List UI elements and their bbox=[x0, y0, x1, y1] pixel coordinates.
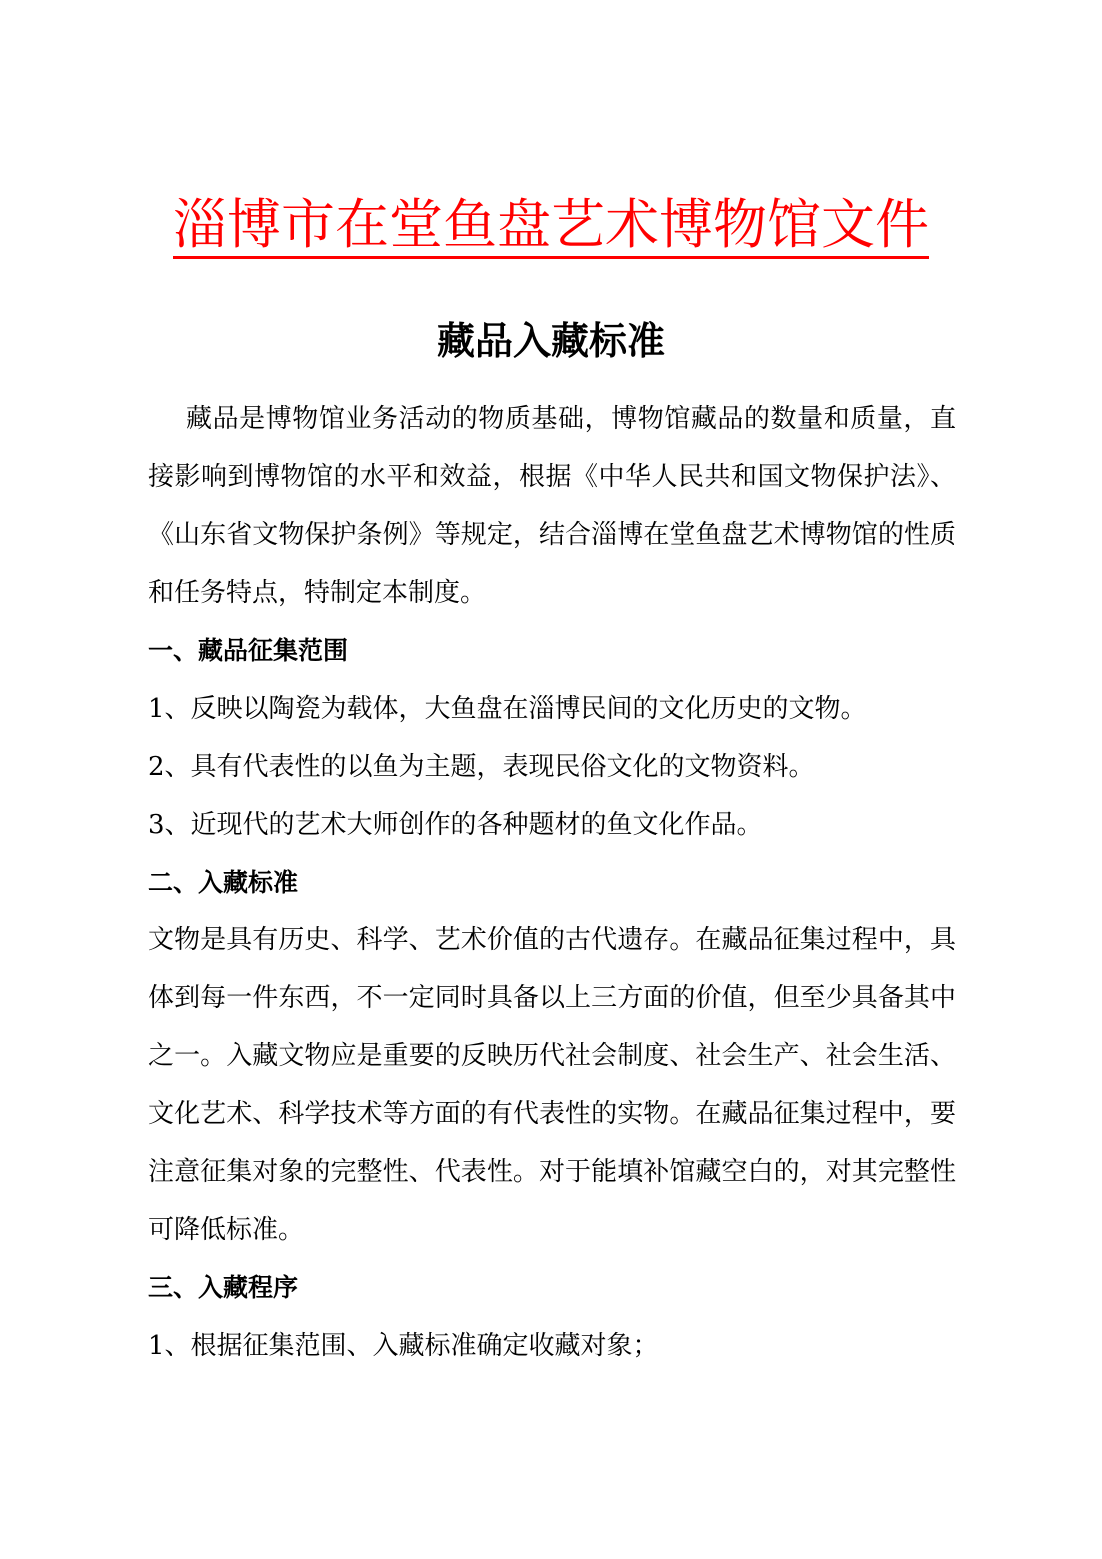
document-title: 藏品入藏标准 bbox=[436, 319, 665, 363]
section-heading-acquisition-procedure: 三、入藏程序 bbox=[148, 1273, 299, 1302]
standard-paragraph: 文物是具有历史、科学、艺术价值的古代遗存。在藏品征集过程中，具体到每一件东西，不一定同时具备以上三方面的价值，但至少具备其中之一。入藏文物应是重要的反映历代社会制度、社会生产、社会生活、文化艺术、科学技术等方面的有代表性的实物。在藏品征集过程中，要注意征集对象的完整性、代表性。对于能填补馆藏空白的，对其完整性可降低标准。 bbox=[148, 925, 956, 1245]
org-header-title: 淄博市在堂鱼盘艺术博物馆文件 bbox=[173, 194, 929, 259]
section-heading-acquisition-standard: 二、入藏标准 bbox=[148, 868, 299, 897]
org-header bbox=[0, 192, 1102, 259]
list-item: 3、近现代的艺术大师创作的各种题材的鱼文化作品。 bbox=[148, 810, 763, 840]
intro-paragraph: 藏品是博物馆业务活动的物质基础，博物馆藏品的数量和质量，直接影响到博物馆的水平和效益，根据《中华人民共和国文物保护法》、《山东省文物保护条例》等规定，结合淄博在堂鱼盘艺术博物馆的性质和任务特点，特制定本制度。 bbox=[148, 404, 956, 608]
section-heading-collection-scope: 一、藏品征集范围 bbox=[148, 636, 349, 665]
list-item: 2、具有代表性的以鱼为主题，表现民俗文化的文物资料。 bbox=[148, 752, 815, 782]
list-item: 1、根据征集范围、入藏标准确定收藏对象； bbox=[148, 1331, 659, 1361]
list-item: 1、反映以陶瓷为载体，大鱼盘在淄博民间的文化历史的文物。 bbox=[148, 694, 867, 724]
